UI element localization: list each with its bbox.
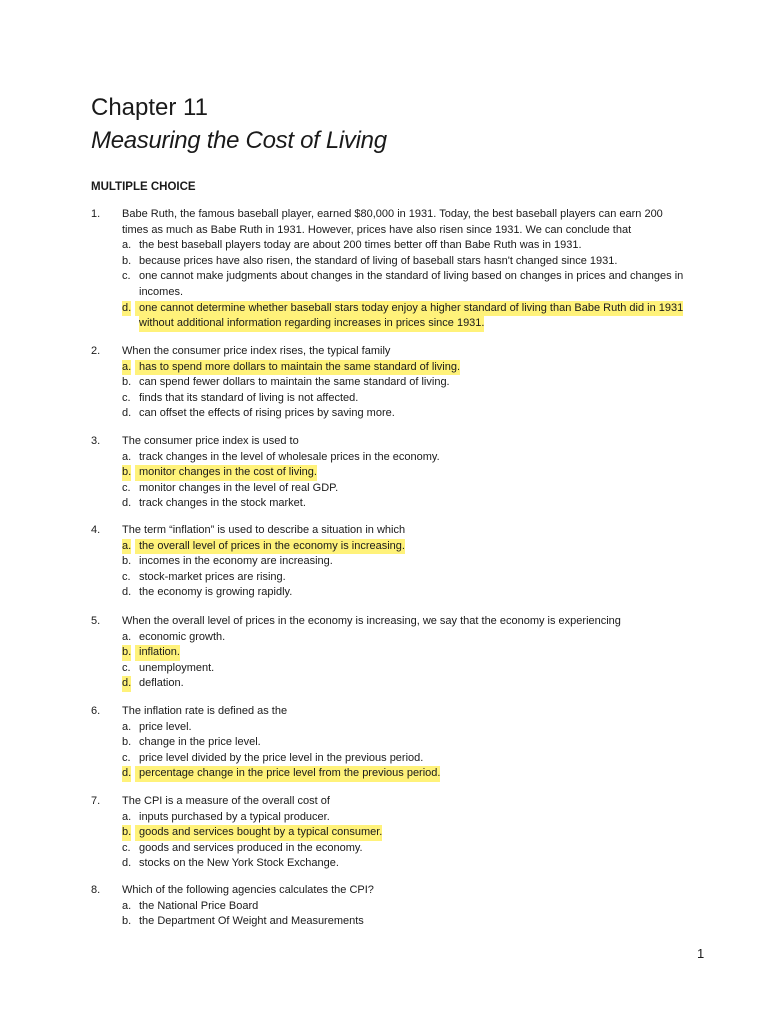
question-stem-line bbox=[91, 704, 711, 720]
option-letter: c. bbox=[122, 661, 131, 674]
option-text: the economy is growing rapidly. bbox=[139, 586, 293, 599]
question-number: 8. bbox=[91, 884, 101, 896]
answer-option bbox=[91, 841, 711, 857]
option-text: because prices have also risen, the standard of living of baseball stars hasn't changed since 1931. bbox=[139, 254, 618, 267]
chapter-title: Measuring the Cost of Living bbox=[91, 127, 387, 154]
answer-option bbox=[91, 450, 711, 466]
option-letter: b. bbox=[122, 736, 132, 749]
question-number: 1. bbox=[91, 208, 101, 220]
question-stem-line bbox=[91, 344, 711, 360]
question-stem-line bbox=[91, 883, 711, 899]
question-number: 6. bbox=[91, 705, 101, 717]
question-stem-text: Which of the following agencies calculates the CPI? bbox=[122, 884, 374, 896]
option-text: can offset the effects of rising prices by saving more. bbox=[139, 407, 395, 420]
option-text: one cannot determine whether baseball stars today enjoy a higher standard of living than Babe Ruth did in 1931 bbox=[135, 301, 683, 317]
option-text: track changes in the level of wholesale prices in the economy. bbox=[139, 450, 440, 463]
option-letter: b. bbox=[122, 645, 131, 661]
option-letter: b. bbox=[122, 376, 132, 389]
option-letter: a. bbox=[122, 360, 131, 376]
answer-option bbox=[91, 481, 711, 497]
answer-option bbox=[91, 720, 711, 736]
option-letter: a. bbox=[122, 630, 132, 643]
option-letter: c. bbox=[122, 391, 131, 404]
question-stem-text: The term “inflation” is used to describe a situation in which bbox=[122, 524, 406, 536]
answer-option bbox=[91, 856, 711, 872]
question-stem-text: The consumer price index is used to bbox=[122, 435, 299, 447]
question-stem-text: Babe Ruth, the famous baseball player, earned $80,000 in 1931. Today, the best baseball players can earn 200 bbox=[122, 208, 663, 220]
option-text: change in the price level. bbox=[139, 736, 261, 749]
option-letter: d. bbox=[122, 497, 132, 510]
answer-option-continuation bbox=[91, 316, 711, 332]
answer-option bbox=[91, 645, 711, 661]
option-text: has to spend more dollars to maintain the same standard of living. bbox=[135, 360, 460, 376]
option-text: the best baseball players today are about 200 times better off than Babe Ruth was in 1931. bbox=[139, 239, 582, 252]
option-text: goods and services bought by a typical consumer. bbox=[135, 825, 382, 841]
question-8 bbox=[91, 883, 711, 930]
option-text: stocks on the New York Stock Exchange. bbox=[139, 857, 339, 870]
option-text: the overall level of prices in the economy is increasing. bbox=[135, 539, 405, 555]
option-text: economic growth. bbox=[139, 630, 226, 643]
option-text: percentage change in the price level from the previous period. bbox=[135, 766, 440, 782]
answer-option bbox=[91, 570, 711, 586]
question-7 bbox=[91, 794, 711, 872]
question-number: 3. bbox=[91, 435, 101, 447]
question-stem-line bbox=[91, 434, 711, 450]
section-label: MULTIPLE CHOICE bbox=[91, 181, 196, 193]
question-number: 7. bbox=[91, 795, 101, 807]
answer-option bbox=[91, 360, 711, 376]
question-stem-text: times as much as Babe Ruth in 1931. However, prices have also risen since 1931. We can conclude that bbox=[122, 223, 632, 236]
question-3 bbox=[91, 434, 711, 512]
option-text: the National Price Board bbox=[139, 899, 259, 912]
chapter-heading: Chapter 11 bbox=[91, 94, 208, 121]
question-stem-text: The CPI is a measure of the overall cost of bbox=[122, 795, 330, 807]
option-letter: b. bbox=[122, 555, 132, 568]
option-letter: d. bbox=[122, 857, 132, 870]
option-letter: b. bbox=[122, 465, 131, 481]
option-letter: c. bbox=[122, 481, 131, 494]
option-letter: d. bbox=[122, 301, 131, 317]
question-number: 4. bbox=[91, 524, 101, 536]
option-text: goods and services produced in the economy. bbox=[139, 841, 363, 854]
option-letter: b. bbox=[122, 825, 131, 841]
question-1 bbox=[91, 207, 711, 332]
option-letter: d. bbox=[122, 766, 131, 782]
option-text: stock-market prices are rising. bbox=[139, 570, 286, 583]
question-stem-line bbox=[91, 614, 711, 630]
answer-option bbox=[91, 766, 711, 782]
option-letter: d. bbox=[122, 407, 132, 420]
option-letter: b. bbox=[122, 915, 132, 928]
option-text: unemployment. bbox=[139, 661, 215, 674]
question-4 bbox=[91, 523, 711, 601]
answer-option bbox=[91, 465, 711, 481]
question-2 bbox=[91, 344, 711, 422]
answer-option bbox=[91, 810, 711, 826]
option-letter: a. bbox=[122, 450, 132, 463]
page-number: 1 bbox=[697, 946, 705, 961]
answer-option bbox=[91, 391, 711, 407]
option-text: deflation. bbox=[139, 677, 184, 690]
option-letter: c. bbox=[122, 270, 131, 283]
answer-option bbox=[91, 301, 711, 317]
answer-option bbox=[91, 539, 711, 555]
question-stem-text: When the overall level of prices in the economy is increasing, we say that the economy is experiencing bbox=[122, 615, 621, 627]
question-stem-text: The inflation rate is defined as the bbox=[122, 705, 288, 717]
option-text: incomes in the economy are increasing. bbox=[139, 555, 333, 568]
option-text: price level. bbox=[139, 720, 192, 733]
option-text: can spend fewer dollars to maintain the same standard of living. bbox=[139, 376, 450, 389]
question-stem-line bbox=[91, 223, 711, 239]
question-stem-line bbox=[91, 794, 711, 810]
option-letter: a. bbox=[122, 539, 131, 555]
answer-option bbox=[91, 238, 711, 254]
option-letter: c. bbox=[122, 751, 131, 764]
option-text: track changes in the stock market. bbox=[139, 497, 306, 510]
question-number: 2. bbox=[91, 345, 101, 357]
option-text: monitor changes in the level of real GDP. bbox=[139, 481, 339, 494]
answer-option bbox=[91, 375, 711, 391]
answer-option bbox=[91, 585, 711, 601]
answer-option bbox=[91, 554, 711, 570]
question-6 bbox=[91, 704, 711, 782]
answer-option bbox=[91, 676, 711, 692]
question-stem-line bbox=[91, 523, 711, 539]
option-letter: b. bbox=[122, 254, 132, 267]
question-number: 5. bbox=[91, 615, 101, 627]
option-text: inflation. bbox=[135, 645, 180, 661]
answer-option bbox=[91, 899, 711, 915]
answer-option bbox=[91, 914, 711, 930]
option-letter: c. bbox=[122, 841, 131, 854]
answer-option bbox=[91, 269, 711, 285]
question-5 bbox=[91, 614, 711, 692]
option-letter: c. bbox=[122, 570, 131, 583]
option-text: incomes. bbox=[139, 285, 184, 298]
option-letter: a. bbox=[122, 720, 132, 733]
option-letter: d. bbox=[122, 586, 132, 599]
answer-option bbox=[91, 825, 711, 841]
option-letter: a. bbox=[122, 810, 132, 823]
answer-option bbox=[91, 751, 711, 767]
answer-option-continuation bbox=[91, 285, 711, 301]
question-stem-text: When the consumer price index rises, the typical family bbox=[122, 345, 391, 357]
option-text: one cannot make judgments about changes in the standard of living based on changes in prices and changes in bbox=[139, 270, 684, 283]
question-stem-line bbox=[91, 207, 711, 223]
option-text: monitor changes in the cost of living. bbox=[135, 465, 317, 481]
option-text: price level divided by the price level in the previous period. bbox=[139, 751, 424, 764]
answer-option bbox=[91, 661, 711, 677]
option-text: the Department Of Weight and Measurements bbox=[139, 915, 364, 928]
option-letter: a. bbox=[122, 239, 132, 252]
answer-option bbox=[91, 406, 711, 422]
answer-option bbox=[91, 496, 711, 512]
option-text: inputs purchased by a typical producer. bbox=[139, 810, 330, 823]
option-text: without additional information regarding increases in prices since 1931. bbox=[139, 316, 484, 332]
option-letter: a. bbox=[122, 899, 132, 912]
answer-option bbox=[91, 735, 711, 751]
option-letter: d. bbox=[122, 676, 131, 692]
answer-option bbox=[91, 630, 711, 646]
option-text: finds that its standard of living is not affected. bbox=[139, 391, 359, 404]
answer-option bbox=[91, 254, 711, 270]
